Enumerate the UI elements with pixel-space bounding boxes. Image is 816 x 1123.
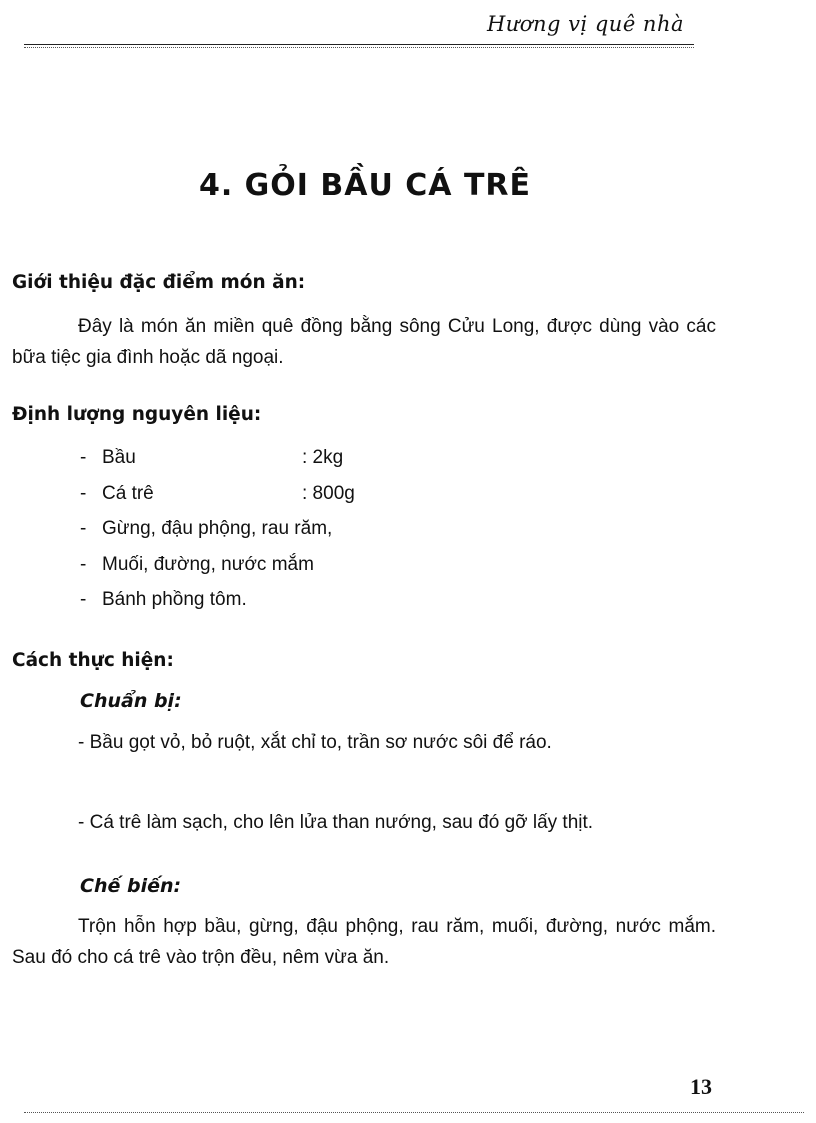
ingredient-name: Cá trê xyxy=(102,482,154,504)
ingredients-heading: Định lượng nguyên liệu: xyxy=(12,404,262,425)
ingredient-name: Bánh phồng tôm. xyxy=(102,589,247,610)
ingredient-dash: - xyxy=(80,447,87,468)
ingredient-dash: - xyxy=(80,589,87,610)
method-heading: Cách thực hiện: xyxy=(12,650,174,671)
cook-heading: Chế biến: xyxy=(80,875,182,897)
intro-paragraph: Đây là món ăn miền quê đồng bằng sông Cửu Long, được dùng vào các bữa tiệc gia đình hoặc dã ngoại. xyxy=(12,316,716,368)
ingredient-item xyxy=(80,547,355,583)
ingredient-item xyxy=(80,582,355,618)
ingredient-dash: - xyxy=(80,518,87,539)
ingredient-item xyxy=(80,476,355,512)
cook-paragraph: Trộn hỗn hợp bầu, gừng, đậu phộng, rau răm, muối, đường, nước mắm. Sau đó cho cá trê vào trộn đều, nêm vừa ăn. xyxy=(12,916,716,968)
ingredient-name: Gừng, đậu phộng, rau răm, xyxy=(102,518,333,539)
ingredient-item xyxy=(80,511,355,547)
ingredient-item xyxy=(80,440,355,476)
ingredient-name: Bầu xyxy=(102,447,136,468)
ingredients-list xyxy=(80,440,355,618)
chapter-title: 4. GỎI BẦU CÁ TRÊ xyxy=(198,168,532,203)
page-number: 13 xyxy=(690,1074,712,1099)
ingredient-quantity: : 800g xyxy=(302,482,355,504)
running-header-title: Hương vị quê nhà xyxy=(486,12,684,36)
running-header xyxy=(24,10,694,45)
header-dotted-rule xyxy=(24,47,694,48)
ingredient-dash: - xyxy=(80,482,87,504)
ingredient-quantity: : 2kg xyxy=(302,447,344,468)
intro-heading: Giới thiệu đặc điểm món ăn: xyxy=(12,272,306,293)
prep-step: - Cá trê làm sạch, cho lên lửa than nướng, sau đó gỡ lấy thịt. xyxy=(78,812,594,833)
ingredient-name: Muối, đường, nước mắm xyxy=(102,553,314,575)
footer-dotted-rule xyxy=(24,1112,804,1113)
prep-heading: Chuẩn bị: xyxy=(80,690,182,712)
ingredient-dash: - xyxy=(80,553,87,575)
prep-step: - Bầu gọt vỏ, bỏ ruột, xắt chỉ to, trần sơ nước sôi để ráo. xyxy=(78,732,552,753)
